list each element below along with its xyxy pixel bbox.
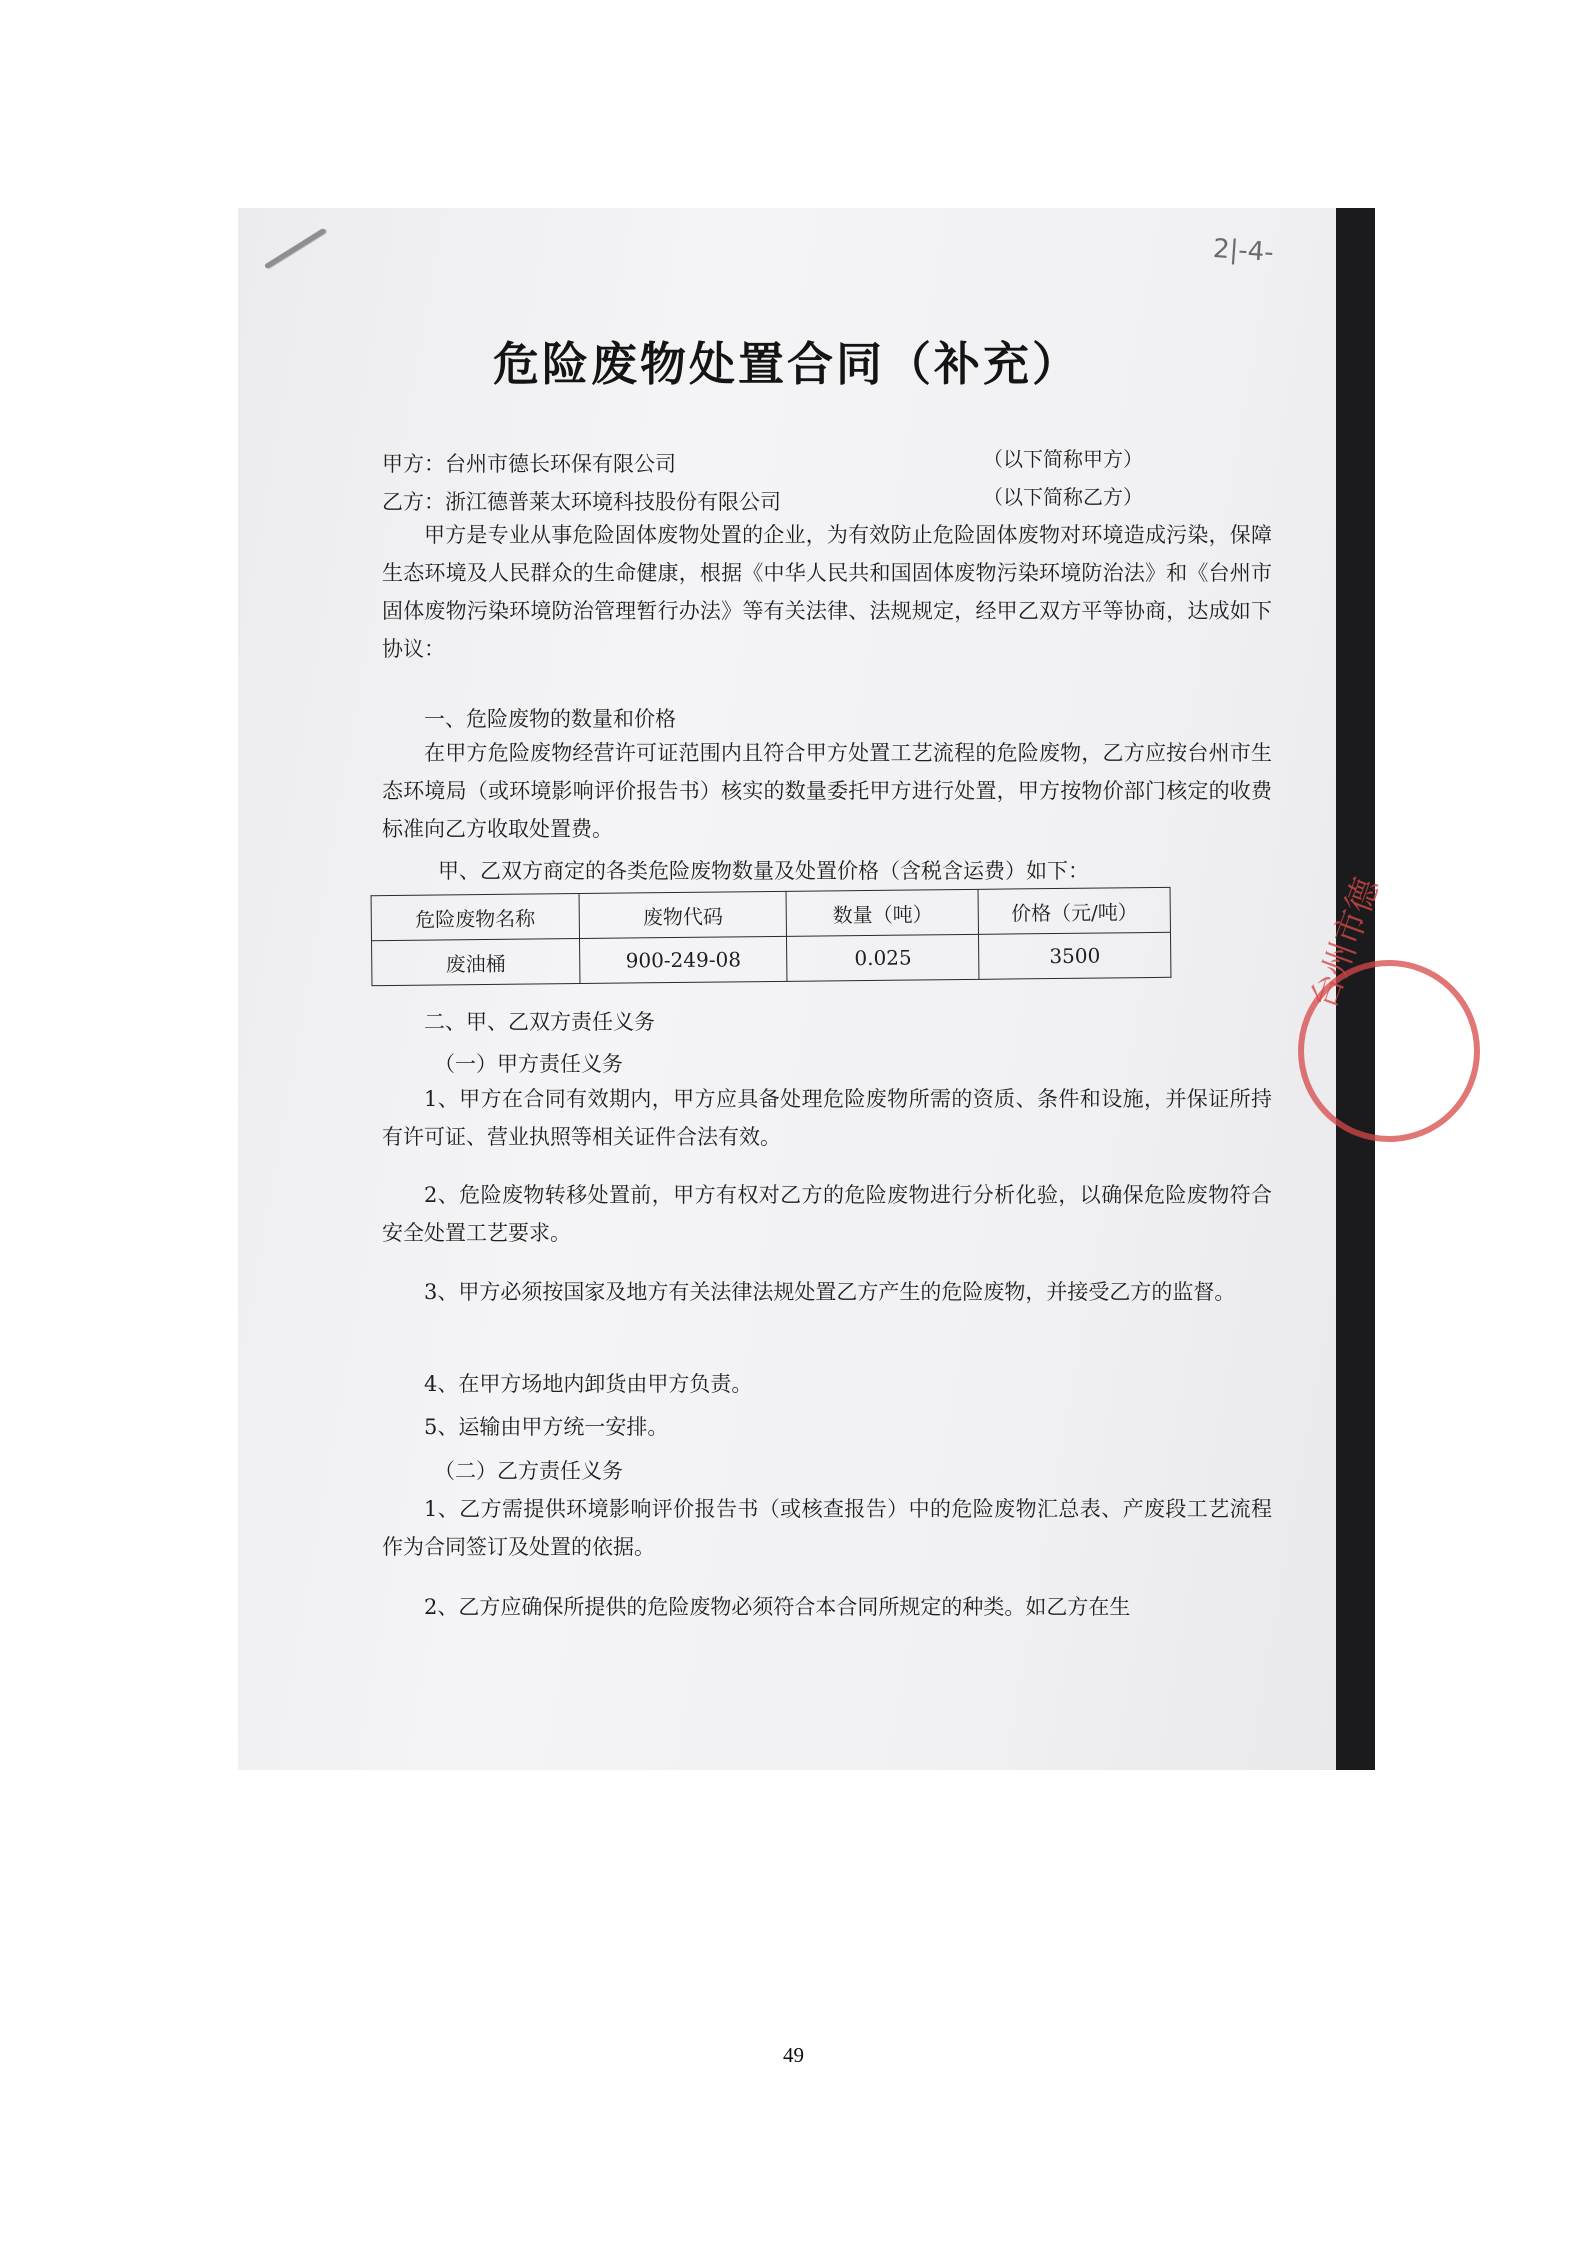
- party-a-duty-5: 5、运输由甲方统一安排。: [424, 1415, 669, 1439]
- section1-heading: 一、危险废物的数量和价格: [424, 707, 676, 731]
- table-header-cell: 废物代码: [579, 891, 787, 938]
- party-a-line: 甲方：台州市德长环保有限公司: [382, 452, 676, 476]
- section2-heading: 二、甲、乙双方责任义务: [424, 1010, 655, 1034]
- scanned-photo: [238, 208, 1388, 1770]
- staple-mark: [264, 228, 326, 269]
- table-cell: 废油桶: [372, 939, 580, 986]
- table-header-cell: 数量（吨）: [786, 889, 978, 936]
- party-b-duty-1: 1、乙方需提供环境影响评价报告书（或核查报告）中的危险废物汇总表、产废段工艺流程作为合同签订及处置的依据。: [382, 1497, 1272, 1559]
- table-cell: 0.025: [787, 934, 979, 981]
- contract-page: [238, 208, 1388, 1770]
- table-header-cell: 危险废物名称: [371, 894, 579, 941]
- party-a-duties-heading: （一）甲方责任义务: [434, 1052, 623, 1076]
- table-header-cell: 价格（元/吨）: [978, 887, 1170, 934]
- table-intro: 甲、乙双方商定的各类危险废物数量及处置价格（含税含运费）如下：: [438, 859, 1089, 883]
- party-a-duty-1: 1、甲方在合同有效期内，甲方应具备处理危险废物所需的资质、条件和设施，并保证所持有许可证、营业执照等相关证件合法有效。: [382, 1087, 1272, 1149]
- waste-price-table: [371, 887, 1172, 986]
- party-a-alias: （以下简称甲方）: [983, 447, 1143, 471]
- party-a-duty-4: 4、在甲方场地内卸货由甲方负责。: [424, 1372, 753, 1396]
- party-b-alias: （以下简称乙方）: [983, 485, 1143, 509]
- party-b-duties-heading: （二）乙方责任义务: [434, 1459, 623, 1483]
- table-cell: 3500: [979, 932, 1171, 979]
- table-cell: 900-249-08: [579, 936, 787, 983]
- contract-title: 危险废物处置合同（补充）: [493, 337, 1081, 391]
- party-a-duty-2: 2、危险废物转移处置前，甲方有权对乙方的危险废物进行分析化验，以确保危险废物符合安全处置工艺要求。: [382, 1183, 1272, 1245]
- section1-paragraph: 在甲方危险废物经营许可证范围内且符合甲方处置工艺流程的危险废物，乙方应按台州市生态环境局（或环境影响评价报告书）核实的数量委托甲方进行处置，甲方按物价部门核定的收费标准向乙方收取处置费。: [382, 741, 1272, 841]
- page-number: 49: [783, 2043, 804, 2067]
- party-b-duty-2: 2、乙方应确保所提供的危险废物必须符合本合同所规定的种类。如乙方在生: [424, 1595, 1131, 1619]
- table-row: [372, 932, 1171, 985]
- party-b-line: 乙方：浙江德普莱太环境科技股份有限公司: [382, 490, 781, 514]
- party-a-duty-3: 3、甲方必须按国家及地方有关法律法规处置乙方产生的危险废物，并接受乙方的监督。: [424, 1280, 1236, 1304]
- handwritten-note: 2|-4-: [1212, 233, 1275, 269]
- company-seal-text: 台州市德: [1303, 872, 1388, 1015]
- intro-paragraph: 甲方是专业从事危险固体废物处置的企业，为有效防止危险固体废物对环境造成污染，保障生态环境及人民群众的生命健康，根据《中华人民共和国固体废物污染环境防治法》和《台州市固体废物污染环境防治管理暂行办法》等有关法律、法规规定，经甲乙双方平等协商，达成如下协议：: [382, 523, 1272, 661]
